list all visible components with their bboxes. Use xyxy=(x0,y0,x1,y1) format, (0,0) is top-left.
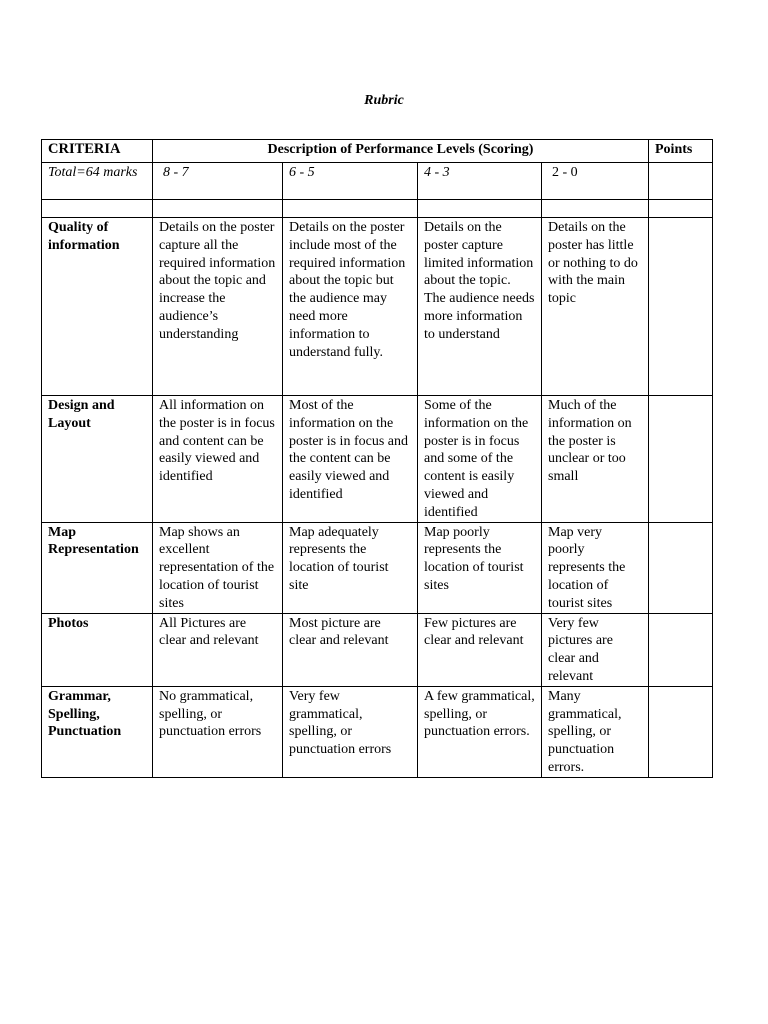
empty-cell xyxy=(153,200,283,218)
descriptor-cell: Details on the poster capture limited information about the topic. The audience needs more information to understand xyxy=(418,218,542,396)
descriptor-cell: Very few grammatical, spelling, or punctuation errors xyxy=(283,686,418,777)
descriptor-cell: Few pictures are clear and relevant xyxy=(418,613,542,686)
rubric-row-quality xyxy=(42,218,713,396)
descriptor-cell: Map poorly represents the location of tourist sites xyxy=(418,522,542,613)
rubric-table xyxy=(41,139,713,778)
points-cell xyxy=(649,613,713,686)
total-marks: Total=64 marks xyxy=(42,163,153,200)
page-title: Rubric xyxy=(364,93,404,108)
header-row xyxy=(42,140,713,163)
descriptor-cell: Details on the poster include most of the required information about the topic but the audience may need more information to understand fully. xyxy=(283,218,418,396)
criterion-grammar-spelling-punctuation: Grammar, Spelling, Punctuation xyxy=(42,686,153,777)
descriptor-cell: Most picture are clear and relevant xyxy=(283,613,418,686)
criterion-quality-of-information: Quality of information xyxy=(42,218,153,396)
descriptor-cell: Details on the poster capture all the required information about the topic and increase the audience’s understanding xyxy=(153,218,283,396)
level-2-0: 2 - 0 xyxy=(542,163,649,200)
scale-row xyxy=(42,163,713,200)
rubric-row-map xyxy=(42,522,713,613)
points-cell xyxy=(649,163,713,200)
empty-cell xyxy=(418,200,542,218)
criterion-map-representation: Map Representation xyxy=(42,522,153,613)
descriptor-cell: Map adequately represents the location of tourist site xyxy=(283,522,418,613)
rubric-row-grammar xyxy=(42,686,713,777)
empty-cell xyxy=(283,200,418,218)
rubric-row-photos xyxy=(42,613,713,686)
points-cell xyxy=(649,396,713,523)
descriptor-cell: Map very poorly represents the location of tourist sites xyxy=(542,522,649,613)
descriptor-cell: Some of the information on the poster is in focus and some of the content is easily viewed and identified xyxy=(418,396,542,523)
criteria-header: CRITERIA xyxy=(42,140,153,163)
spacer-row xyxy=(42,200,713,218)
descriptor-cell: Very few pictures are clear and relevant xyxy=(542,613,649,686)
descriptor-cell: Much of the information on the poster is unclear or too small xyxy=(542,396,649,523)
empty-cell xyxy=(649,200,713,218)
points-cell xyxy=(649,522,713,613)
points-cell xyxy=(649,686,713,777)
descriptor-cell: No grammatical, spelling, or punctuation errors xyxy=(153,686,283,777)
descriptor-cell: Many grammatical, spelling, or punctuation errors. xyxy=(542,686,649,777)
descriptor-cell: Map shows an excellent representation of the location of tourist sites xyxy=(153,522,283,613)
descriptor-cell: All Pictures are clear and relevant xyxy=(153,613,283,686)
criterion-design-and-layout: Design and Layout xyxy=(42,396,153,523)
performance-levels-header: Description of Performance Levels (Scoring) xyxy=(153,140,649,163)
descriptor-cell: All information on the poster is in focus and content can be easily viewed and identified xyxy=(153,396,283,523)
descriptor-cell: A few grammatical, spelling, or punctuation errors. xyxy=(418,686,542,777)
descriptor-cell: Most of the information on the poster is in focus and the content can be easily viewed and identified xyxy=(283,396,418,523)
criterion-photos: Photos xyxy=(42,613,153,686)
level-4-3: 4 - 3 xyxy=(418,163,542,200)
points-cell xyxy=(649,218,713,396)
points-header: Points xyxy=(649,140,713,163)
empty-cell xyxy=(542,200,649,218)
level-8-7: 8 - 7 xyxy=(153,163,283,200)
level-6-5: 6 - 5 xyxy=(283,163,418,200)
empty-cell xyxy=(42,200,153,218)
rubric-row-design xyxy=(42,396,713,523)
descriptor-cell: Details on the poster has little or nothing to do with the main topic xyxy=(542,218,649,396)
